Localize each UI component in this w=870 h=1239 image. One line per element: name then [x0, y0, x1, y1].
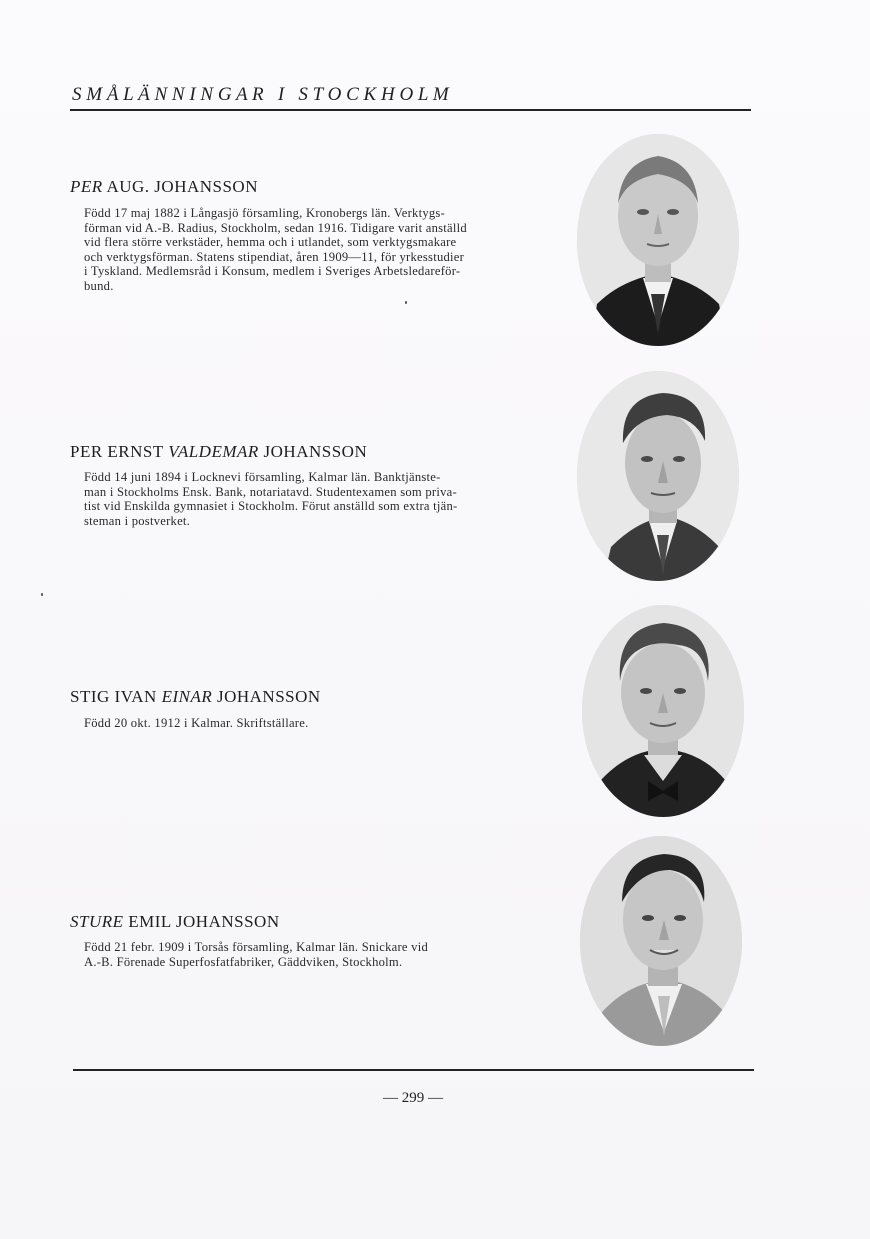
- entry-1-name: [70, 177, 258, 197]
- entry-1-bio-line: bund.: [84, 278, 114, 293]
- entry-1-bio-line: vid flera större verkstäder, hemma och i utlandet, som verktygsmakare: [84, 235, 457, 250]
- entry-2-bio-line: tist vid Enskilda gymnasiet i Stockholm. Förut anställd som extra tjän-: [84, 499, 458, 514]
- print-speck: [41, 593, 43, 596]
- entry-2-bio-line: steman i postverket.: [84, 513, 191, 528]
- page-number: — 299 —: [383, 1090, 443, 1106]
- entry-4-bio: [84, 940, 539, 969]
- entry-3-name: [70, 687, 321, 707]
- entry-4-bio-line: A.-B. Förenade Superfosfatfabriker, Gäddviken, Stockholm.: [84, 954, 403, 969]
- portrait-3-icon: [582, 605, 744, 817]
- entry-3-name-rest: JOHANSSON: [212, 687, 321, 706]
- entry-2-name: [70, 442, 367, 462]
- entry-3-name-pre: STIG IVAN: [70, 687, 162, 706]
- entry-2-bio-line: Född 14 juni 1894 i Locknevi församling, Kalmar län. Banktjänste-: [84, 470, 441, 484]
- entry-4-bio-line: Född 21 febr. 1909 i Torsås församling, Kalmar län. Snickare vid: [84, 940, 429, 954]
- portrait-photo-3: [582, 605, 744, 817]
- footer-rule: [73, 1069, 754, 1071]
- entry-3-name-italic: EINAR: [161, 687, 213, 706]
- print-speck: [405, 301, 407, 304]
- entry-1-name-rest: AUG. JOHANSSON: [102, 177, 258, 196]
- entry-4-name-rest: EMIL JOHANSSON: [123, 912, 280, 931]
- portrait-photo-1: [577, 134, 739, 346]
- entry-4-name-italic: STURE: [70, 912, 124, 931]
- entry-3-bio: [84, 716, 539, 731]
- entry-2-name-italic: VALDEMAR: [168, 442, 259, 461]
- portrait-photo-2: [577, 371, 739, 581]
- entry-1-bio-line: i Tyskland. Medlemsråd i Konsum, medlem i Sveriges Arbetsledareför-: [84, 264, 461, 279]
- entry-2-name-rest: JOHANSSON: [258, 442, 368, 461]
- entry-3-bio-line: Född 20 okt. 1912 i Kalmar. Skriftställare.: [84, 716, 309, 730]
- entry-2-bio-line: man i Stockholms Ensk. Bank, notariatavd. Studentexamen som priva-: [84, 484, 457, 499]
- entry-1-name-italic: PER: [70, 177, 103, 196]
- entry-1-bio-line: förman vid A.-B. Radius, Stockholm, sedan 1916. Tidigare varit anställd: [84, 220, 467, 235]
- entry-1-bio: [84, 206, 539, 294]
- portrait-4-icon: [580, 836, 742, 1046]
- entry-4-name: [70, 912, 280, 932]
- portrait-2-icon: [577, 371, 739, 581]
- entry-1-bio-line: Född 17 maj 1882 i Långasjö församling, Kronobergs län. Verktygs-: [84, 206, 446, 220]
- portrait-1-icon: [577, 134, 739, 346]
- entry-2-name-pre: PER ERNST: [70, 442, 169, 461]
- header-rule: [70, 109, 751, 111]
- entry-1-bio-line: och verktygsförman. Statens stipendiat, åren 1909—11, för yrkesstudier: [84, 249, 465, 264]
- portrait-photo-4: [580, 836, 742, 1046]
- running-head: S M Å L Ä N N I N G A R I S T O C K H O L M: [72, 84, 449, 105]
- entry-2-bio: [84, 470, 539, 528]
